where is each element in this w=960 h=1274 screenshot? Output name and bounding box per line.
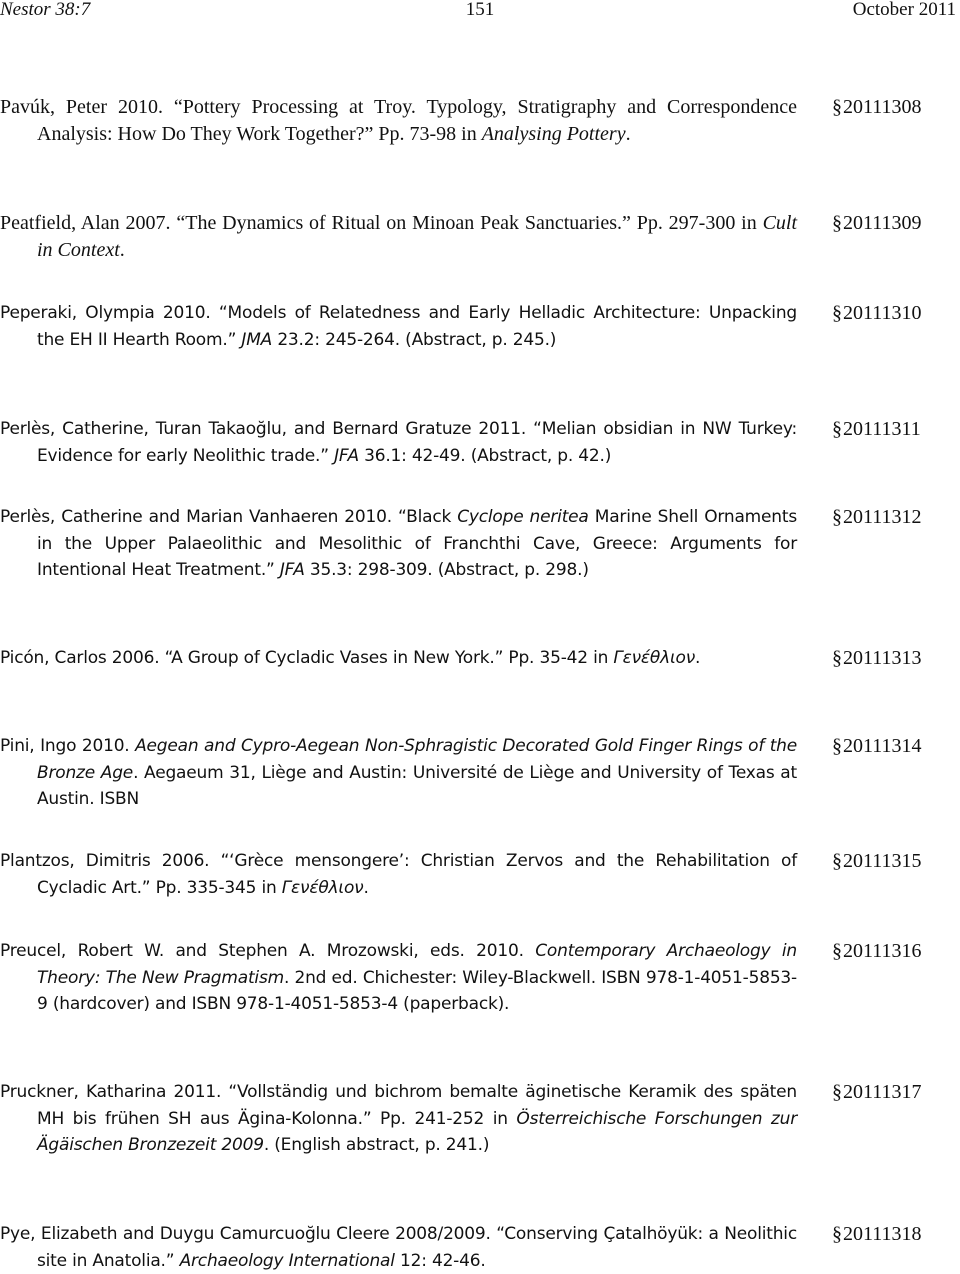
journal-issue: Nestor 38:7 [0, 0, 91, 20]
entry-author: Picón, Carlos 2006. [0, 648, 165, 668]
entry-title: “‘Grèce mensongere’: Christian Zervos and the Rehabilitation of Cycladic Art.” Pp. 335-345 in [37, 851, 797, 898]
entry-author: Pruckner, Katharina 2011. [0, 1082, 229, 1102]
entry-number: 20111313 [843, 647, 922, 669]
entry-details: . 2nd ed. Chichester: Wiley-Blackwell. ISBN 978-1-4051-5853-9 (hardcover) and ISBN 978-1-4051-5853-4 (paperback). [37, 967, 797, 1014]
entry-id [832, 504, 922, 531]
section-mark: § [832, 940, 842, 962]
entry-id [832, 938, 922, 965]
entry-number: 20111316 [843, 940, 922, 962]
entry-source: Γενέθλιον [281, 877, 364, 898]
entry-author: Pavúk, Peter 2010. [0, 96, 174, 118]
entry-details: 12: 42-46. [394, 1250, 486, 1271]
entry-book-title: Contemporary Archaeology in Theory: The New Pragmatism [37, 941, 797, 988]
entry-source: JFA [334, 445, 359, 466]
entry-author: Plantzos, Dimitris 2006. [0, 851, 221, 871]
entry-author: Pye, Elizabeth and Duygu Camurcuoğlu Cleere 2008/2009. [0, 1224, 497, 1244]
entry-number: 20111308 [843, 96, 922, 118]
entry-citation [0, 504, 797, 584]
entry-title: “Melian obsidian in NW Turkey: Evidence for early Neolithic trade.” [37, 419, 797, 466]
section-mark: § [832, 418, 842, 440]
entry-id [832, 94, 922, 121]
entry-citation [0, 848, 797, 901]
entry-author: Pini, Ingo 2010. [0, 736, 136, 756]
entry-source: Archaeology International [179, 1250, 395, 1271]
entry-details: 35.3: 298-309. (Abstract, p. 298.) [304, 560, 589, 580]
entry-author: Peperaki, Olympia 2010. [0, 303, 219, 323]
entry-id [832, 1221, 922, 1248]
entry-title: “Black [398, 507, 458, 527]
entry-title: “Models of Relatedness and Early Helladic Architecture: Unpacking the EH II Hearth Room.” [37, 303, 797, 350]
entry-author: Preucel, Robert W. and Stephen A. Mrozowski, eds. 2010. [0, 941, 536, 961]
page-header [0, 0, 958, 24]
entry-number: 20111312 [843, 506, 922, 528]
entry-number: 20111317 [843, 1081, 922, 1103]
entry-citation [0, 416, 797, 469]
section-mark: § [832, 212, 842, 234]
entry-title-cont: Marine Shell Ornaments in the Upper Palaeolithic and Mesolithic of Franchthi Cave, Greece: Arguments for Intentional Heat Treatment.” [37, 507, 797, 580]
entry-details: 23.2: 245-264. (Abstract, p. 245.) [272, 329, 557, 350]
entry-details: 36.1: 42-49. (Abstract, p. 42.) [358, 445, 612, 466]
entry-number: 20111311 [843, 418, 921, 440]
entry-source: Österreichische Forschungen zur Ägäischen Bronzezeit 2009 [37, 1108, 797, 1155]
entry-species: Cyclope neritea [457, 507, 589, 527]
entry-details: . [119, 238, 125, 261]
section-mark: § [832, 302, 842, 324]
entry-details: . [363, 877, 369, 898]
entry-title: “Vollständig und bichrom bemalte äginetische Keramik des späten MH bis frühen SH aus Ägina-Kolonna.” Pp. 241-252 in [37, 1082, 797, 1129]
entry-title: “Pottery Processing at Troy. Typology, Stratigraphy and Correspondence Analysis: How Do They Work Together?” Pp. 73-98 in [37, 96, 798, 145]
section-mark: § [832, 1223, 842, 1245]
entry-source: Analysing Pottery [481, 122, 626, 145]
section-mark: § [832, 735, 842, 757]
entry-citation [0, 1079, 797, 1159]
entry-citation [0, 938, 797, 1018]
entry-citation [0, 1221, 797, 1274]
section-mark: § [832, 1081, 842, 1103]
entry-id [832, 300, 922, 327]
entry-number: 20111310 [843, 302, 922, 324]
entry-title: “Conserving Çatalhöyük: a Neolithic site in Anatolia.” [37, 1224, 797, 1271]
section-mark: § [832, 850, 842, 872]
section-mark: § [832, 506, 842, 528]
entry-id [832, 733, 922, 760]
entry-citation [0, 645, 797, 672]
entry-id [832, 848, 922, 875]
entry-id [832, 1079, 922, 1106]
entry-id [832, 210, 922, 237]
page-number: 151 [465, 0, 495, 20]
entry-details: . [695, 648, 701, 668]
entry-citation [0, 94, 797, 147]
entry-citation [0, 733, 797, 813]
section-mark: § [832, 96, 842, 118]
issue-date: October 2011 [852, 0, 956, 20]
entry-number: 20111315 [843, 850, 922, 872]
entry-details: . (English abstract, p. 241.) [263, 1135, 490, 1155]
entry-book-title: Aegean and Cypro-Aegean Non-Sphragistic Decorated Gold Finger Rings of the Bronze Age [37, 736, 797, 783]
entry-citation [0, 210, 797, 263]
entry-details: . [625, 122, 631, 145]
entry-source: Γενέθλιον [613, 648, 696, 668]
entry-source: Cult in Context [37, 212, 798, 261]
entry-title: “The Dynamics of Ritual on Minoan Peak Sanctuaries.” Pp. 297-300 in [176, 212, 763, 234]
section-mark: § [832, 647, 842, 669]
entry-author: Perlès, Catherine and Marian Vanhaeren 2010. [0, 507, 399, 527]
entry-citation [0, 300, 797, 353]
entry-number: 20111314 [843, 735, 922, 757]
entry-number: 20111309 [843, 212, 922, 234]
entry-source: JMA [241, 329, 273, 350]
entry-id [832, 416, 921, 443]
entry-number: 20111318 [843, 1223, 922, 1245]
entry-author: Peatfield, Alan 2007. [0, 212, 177, 234]
entry-author: Perlès, Catherine, Turan Takaoğlu, and Bernard Gratuze 2011. [0, 419, 534, 439]
entry-details: . Aegaeum 31, Liège and Austin: Université de Liège and University of Texas at Austin. ISBN [37, 762, 797, 809]
entry-title: “A Group of Cycladic Vases in New York.” Pp. 35-42 in [164, 648, 614, 668]
entry-source: JFA [279, 560, 305, 580]
entry-id [832, 645, 922, 672]
